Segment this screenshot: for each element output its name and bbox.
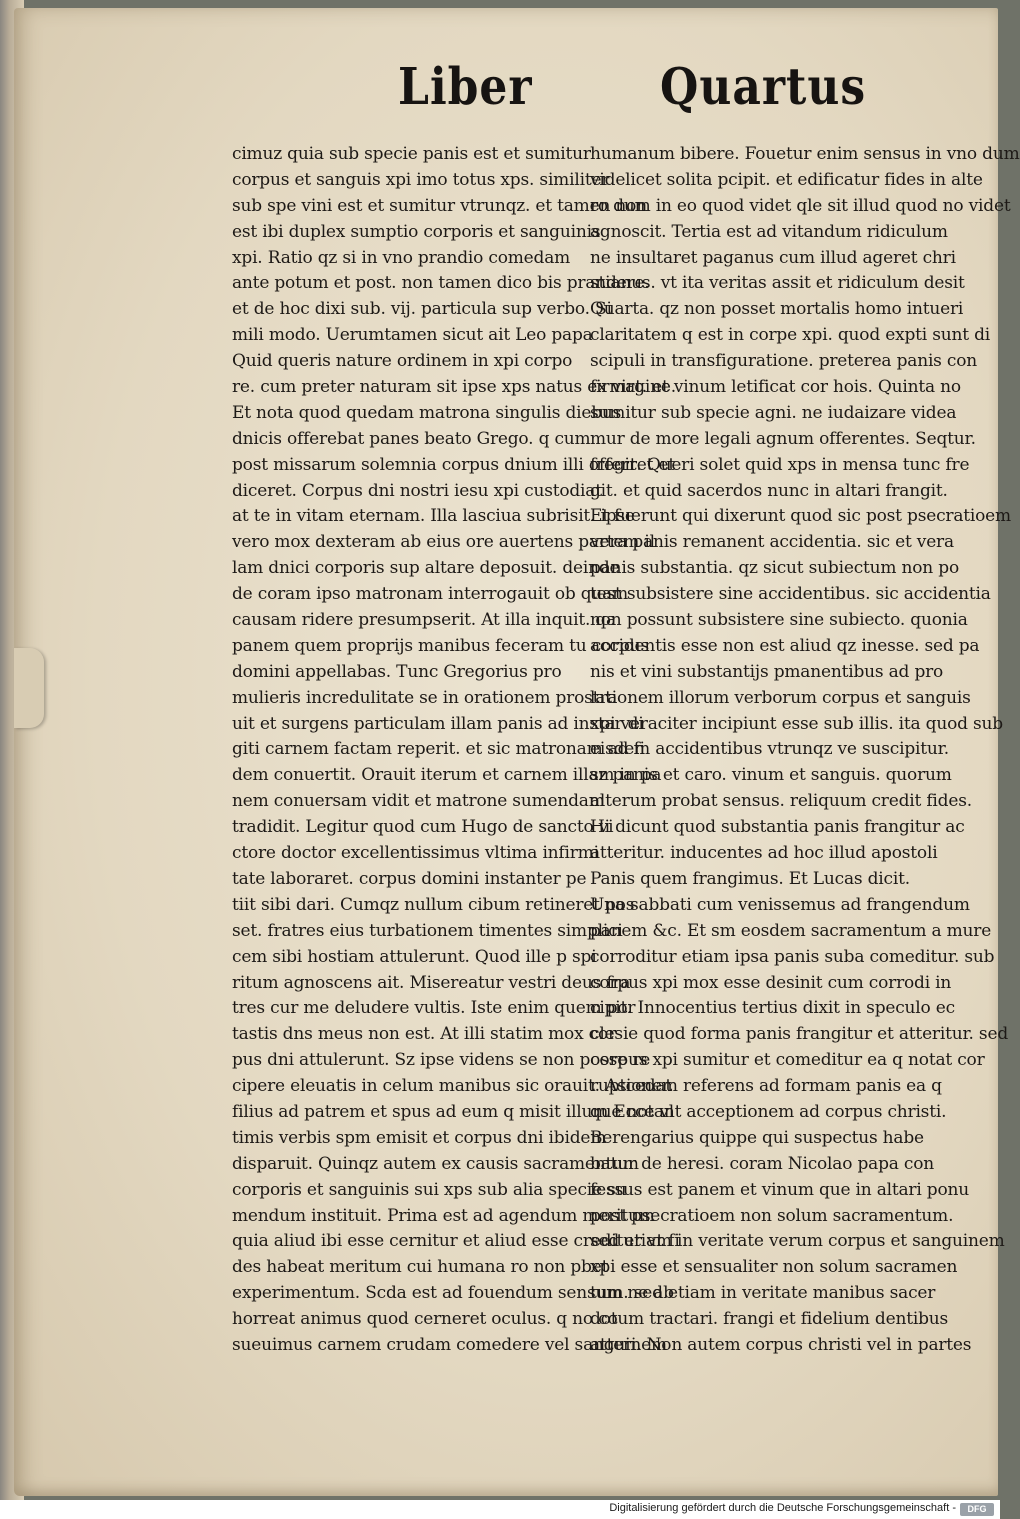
text-line: panem &c. Et sm eosdem sacramentum a mure	[590, 920, 992, 941]
text-line: lationem illorum verborum corpus et sanguis	[590, 687, 971, 708]
text-line: claritatem q est in corpe xpi. quod expti sunt di	[590, 325, 991, 346]
text-line: post missarum solemnia corpus dnium illi offerret et	[232, 454, 675, 475]
text-line: disparuit. Quinqz autem ex causis sacramentum	[232, 1153, 639, 1174]
text-line: mulieris incredulitate se in orationem prostra	[232, 687, 618, 708]
footer-bar	[0, 1500, 1000, 1519]
text-line: quia aliud ibi esse cernitur et aliud esse creditur vt fi	[232, 1231, 680, 1252]
text-line: ruptionem referens ad formam panis ea q	[590, 1076, 942, 1097]
text-line: dotum tractari. frangi et fidelium dentibus	[590, 1309, 949, 1330]
text-line: sz panis et caro. vinum et sanguis. quorum	[590, 765, 952, 786]
text-line: ro dum in eo quod videt qle sit illud quod no videt	[590, 195, 1011, 216]
text-line: cimuz quia sub specie panis est et sumitur	[232, 144, 591, 164]
text-line: set. fratres eius turbationem timentes simplici	[232, 920, 623, 941]
text-line: batur de heresi. coram Nicolao papa con	[590, 1153, 935, 1174]
text-line: videlicet solita pcipit. et edificatur fides in alte	[590, 169, 983, 190]
page-tab-marker	[14, 648, 44, 728]
text-line: et de hoc dixi sub. vij. particula sup verbo. Si	[232, 299, 612, 320]
text-line: tiit sibi dari. Cumqz nullum cibum retineret pos	[232, 894, 635, 915]
text-line: corroditur etiam ipsa panis suba comeditur. sub	[590, 946, 995, 967]
text-line: ante potum et post. non tamen dico bis prandere.	[232, 273, 650, 294]
text-line: Quarta. qz non posset mortalis homo intueri	[590, 299, 964, 320]
funding-credit: Digitalisierung gefördert durch die Deutsche Forschungsgemeinschaft -	[609, 1502, 956, 1514]
text-line: firmat. et vinum letificat cor hois. Quinta no	[590, 377, 961, 398]
text-line: at te in vitam eternam. Illa lasciua subrisit. ipse	[232, 506, 635, 527]
text-line: scipuli in transfiguratione. preterea panis con	[590, 351, 978, 372]
text-line: ctore doctor excellentissimus vltima infirmi	[232, 843, 599, 864]
text-line: lam dnici corporis sup altare deposuit. deinde	[232, 558, 620, 579]
text-line: panem quem proprijs manibus feceram tu corpus	[232, 635, 649, 656]
text-line: Quid queris nature ordinem in xpi corpo	[232, 351, 573, 372]
text-line: des habeat meritum cui humana ro non pbet	[232, 1257, 609, 1278]
text-line: dnicis offerebat panes beato Grego. q cum	[232, 428, 591, 449]
text-line: Panis quem frangimus. Et Lucas dicit.	[590, 868, 910, 889]
text-line: re. cum preter naturam sit ipse xps natus ex virgine.	[232, 377, 676, 398]
text-line: ritum agnoscens ait. Misereatur vestri deus fra	[232, 972, 631, 993]
text-line: xpi veraciter incipiunt esse sub illis. ita quod sub	[590, 713, 1003, 734]
text-line: cipere eleuatis in celum manibus sic orauit. Ascedat	[232, 1076, 673, 1097]
text-line: corpus xpi mox esse desinit cum corrodi in	[590, 972, 952, 993]
text-line: test subsistere sine accidentibus. sic accidentia	[590, 584, 991, 605]
running-head-left: Liber	[398, 58, 533, 117]
text-line: pus dni attulerunt. Sz ipse videns se non posse re	[232, 1050, 651, 1071]
text-line: cipit. Innocentius tertius dixit in speculo ec	[590, 998, 955, 1019]
text-line: giti carnem factam reperit. et sic matronam ad fi	[232, 739, 645, 760]
text-line: mur de more legali agnum offerentes. Seqtur.	[590, 428, 976, 449]
text-line: git. et quid sacerdos nunc in altari frangit.	[590, 480, 948, 501]
text-line: corporis et sanguinis sui xps sub alia specie su	[232, 1179, 627, 1200]
text-line: alterum probat sensus. reliquum credit fides.	[590, 791, 972, 812]
text-line: experimentum. Scda est ad fouendum sensum ne ab	[232, 1283, 674, 1304]
text-line: atteri. Non autem corpus christi vel in partes	[590, 1334, 972, 1355]
text-line: agnoscit. Tertia est ad vitandum ridiculum	[590, 221, 948, 242]
text-line: uit et surgens particulam illam panis ad instar di	[232, 713, 644, 734]
text-line: filius ad patrem et spus ad eum q misit illum Ecce vl	[232, 1101, 674, 1122]
text-line: mili modo. Uerumtamen sicut ait Leo papa	[232, 325, 593, 346]
text-line: corpus et sanguis xpi imo totus xps. similiter	[232, 169, 610, 190]
text-line: Hi dicunt quod substantia panis frangitur ac	[590, 817, 965, 838]
text-column-right	[590, 142, 1020, 1359]
text-line: tate laboraret. corpus domini instanter pe	[232, 868, 587, 889]
text-line: tradidit. Legitur quod cum Hugo de sancto vi	[232, 817, 614, 838]
text-line: causam ridere presumpserit. At illa inquit. qa	[232, 610, 616, 631]
text-line: atteritur. inducentes ad hoc illud apostoli	[590, 843, 938, 864]
text-line: horreat animus quod cerneret oculus. q no co	[232, 1309, 618, 1330]
text-line: Et fuerunt qui dixerunt quod sic post psecratioem	[590, 506, 1011, 527]
text-line: sueuimus carnem crudam comedere vel sanguinem	[232, 1334, 667, 1355]
text-line: sumitur sub specie agni. ne iudaizare videa	[590, 402, 957, 423]
text-line: Et nota quod quedam matrona singulis diebus	[232, 402, 622, 423]
text-line: que notant acceptionem ad corpus christi.	[590, 1101, 947, 1122]
text-line: timis verbis spm emisit et corpus dni ibidem	[232, 1127, 607, 1148]
text-line: fregit. Queri solet quid xps in mensa tunc fre	[590, 454, 970, 475]
text-line: vero mox dexteram ab eius ore auertens partem il	[232, 532, 655, 553]
text-line: sed etiam in veritate verum corpus et sanguinem	[590, 1231, 1005, 1252]
text-line: non possunt subsistere sine subiecto. quonia	[590, 610, 968, 631]
text-line: post psecratioem non solum sacramentum.	[590, 1205, 954, 1226]
text-line: nem conuersam vidit et matrone sumendam	[232, 791, 605, 812]
text-line: eisdem accidentibus vtrunqz ve suscipitur.	[590, 739, 949, 760]
text-line: nis et vini substantijs pmanentibus ad pro	[590, 661, 944, 682]
text-line: clesie quod forma panis frangitur et atteritur. sed	[590, 1024, 1009, 1045]
text-line: ne insultaret paganus cum illud ageret chri	[590, 247, 956, 268]
text-line: panis substantia. qz sicut subiectum non po	[590, 558, 959, 579]
text-line: mendum instituit. Prima est ad agendum meritum	[232, 1205, 655, 1226]
running-head-right: Quartus	[660, 58, 867, 117]
text-line: corpus xpi sumitur et comeditur ea q notat cor	[590, 1050, 985, 1071]
text-line: est ibi duplex sumptio corporis et sanguinis	[232, 221, 601, 242]
text-line: Una sabbati cum venissemus ad frangendum	[590, 894, 970, 915]
text-line: tum. sed etiam in veritate manibus sacer	[590, 1283, 936, 1304]
text-line: Berengarius quippe qui suspectus habe	[590, 1127, 924, 1148]
text-line: xpi esse et sensualiter non solum sacramen	[590, 1257, 958, 1278]
text-line: accidentis esse non est aliud qz inesse. sed pa	[590, 635, 980, 656]
text-line: tastis dns meus non est. At illi statim mox cor	[232, 1024, 616, 1045]
text-line: xpi. Ratio qz si in vno prandio comedam	[232, 247, 571, 268]
text-line: vera panis remanent accidentia. sic et vera	[590, 532, 954, 553]
text-line: fessus est panem et vinum que in altari ponu	[590, 1179, 970, 1200]
text-line: diceret. Corpus dni nostri iesu xpi custodiat	[232, 480, 602, 501]
running-head	[0, 58, 1000, 122]
text-line: sub spe vini est et sumitur vtrunqz. et tamen non	[232, 195, 647, 216]
text-line: domini appellabas. Tunc Gregorius pro	[232, 661, 562, 682]
text-line: humanum bibere. Fouetur enim sensus in vno dum	[590, 144, 1020, 164]
dfg-logo: DFG	[960, 1503, 994, 1516]
text-line: cem sibi hostiam attulerunt. Quod ille p spi	[232, 946, 597, 967]
text-column-left	[232, 142, 680, 1359]
text-line: de coram ipso matronam interrogauit ob quam	[232, 584, 629, 605]
text-line: tres cur me deludere vultis. Iste enim quem por	[232, 998, 636, 1019]
text-line: dem conuertit. Orauit iterum et carnem illam in pa	[232, 765, 662, 786]
text-line: stianus. vt ita veritas assit et ridiculum desit	[590, 273, 965, 294]
